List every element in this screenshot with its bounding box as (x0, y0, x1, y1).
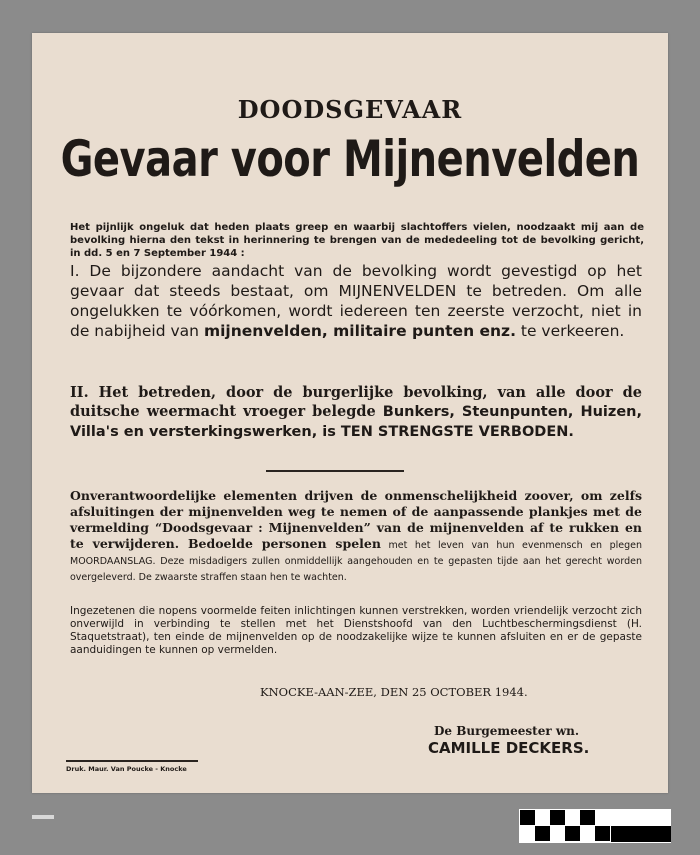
dateline: KNOCKE-AAN-ZEE, DEN 25 OCTOBER 1944. (260, 685, 528, 699)
scale-bar (611, 826, 671, 842)
scale-square (520, 810, 535, 825)
scale-square (535, 826, 550, 841)
paragraph-three-small: met het leven van hun evenmensch en plegen MOORDAANSLAG. Deze misdadigers zullen onmiddellijk aangehouden en te gepasten tijde aan het gerecht worden overgeleverd. De zwaarste straffen staan hen te wachten. (70, 540, 642, 583)
paragraph-three (70, 488, 642, 584)
scale-square (565, 826, 580, 841)
paragraph-four: Ingezetenen die nopens voormelde feiten inlichtingen kunnen verstrekken, worden vriendelijk verzocht zich onverwijld in verbinding te stellen met het Dienstshoofd van den Luchtbeschermingsdienst (H. Staquetstraat), ten einde de mijnenvelden op de noodzakelijke wijze te kunnen afsluiten en er de gepaste aanduidingen te kunnen op vermelden. (70, 605, 642, 656)
divider-line (266, 470, 404, 472)
paragraph-two-sans: Bunkers, Steunpunten, Huizen, Villa's en versterkingswerken, is TEN STRENGSTE VERBODEN. (70, 404, 642, 440)
scale-square (595, 826, 610, 841)
paragraph-one-start: I. De bijzondere aandacht van de bevolking wordt gevestigd op het gevaar dat steeds bestaat, om MIJNENVELDEN te betreden. Om alle ongelukken te vóórkomen, wordt iedereen ten zeerste verzocht, niet in de nabijheid van (70, 262, 642, 340)
paragraph-one-bold: mijnenvelden, militaire punten enz. (203, 322, 516, 340)
main-title: Gevaar voor Mijnenvelden (60, 131, 640, 189)
printer-imprint: Druk. Maur. Van Poucke - Knocke (66, 765, 187, 773)
heading-doodsgevaar: DOODSGEVAAR (237, 95, 463, 124)
paragraph-three-main: Onverantwoordelijke elementen drijven de onmenschelijkheid zoover, om zelfs afsluitingen der mijnenvelden weg te nemen of de aanpassende plankjes met de vermelding “Doodsgevaar : Mijnenvelden” van de mijnenvelden af te rukken en te verwijderen. Bedoelde personen spelen (70, 488, 642, 551)
archive-tag (32, 815, 54, 819)
intro-paragraph: Het pijnlijk ongeluk dat heden plaats greep en waarbij slachtoffers vielen, noodzaakt mij aan de bevolking hierna den tekst in herinnering te brengen van de mededeeling tot de bevolking gericht, in dd. 5 en 7 September 1944 : (70, 222, 644, 259)
color-scale-bar (519, 809, 671, 843)
poster (32, 33, 668, 793)
scale-square (550, 810, 565, 825)
paragraph-two-serif: II. Het betreden, door de burgerlijke bevolking, van alle door de duitsche weermacht vroeger belegde (70, 384, 642, 420)
signature-name: CAMILLE DECKERS. (428, 739, 590, 757)
paragraph-one-end: te verkeeren. (515, 322, 625, 340)
signature-role: De Burgemeester wn. (434, 724, 580, 738)
printer-rule (66, 760, 198, 762)
paragraph-one (70, 261, 642, 341)
paragraph-two (70, 383, 642, 442)
scale-square (580, 810, 595, 825)
